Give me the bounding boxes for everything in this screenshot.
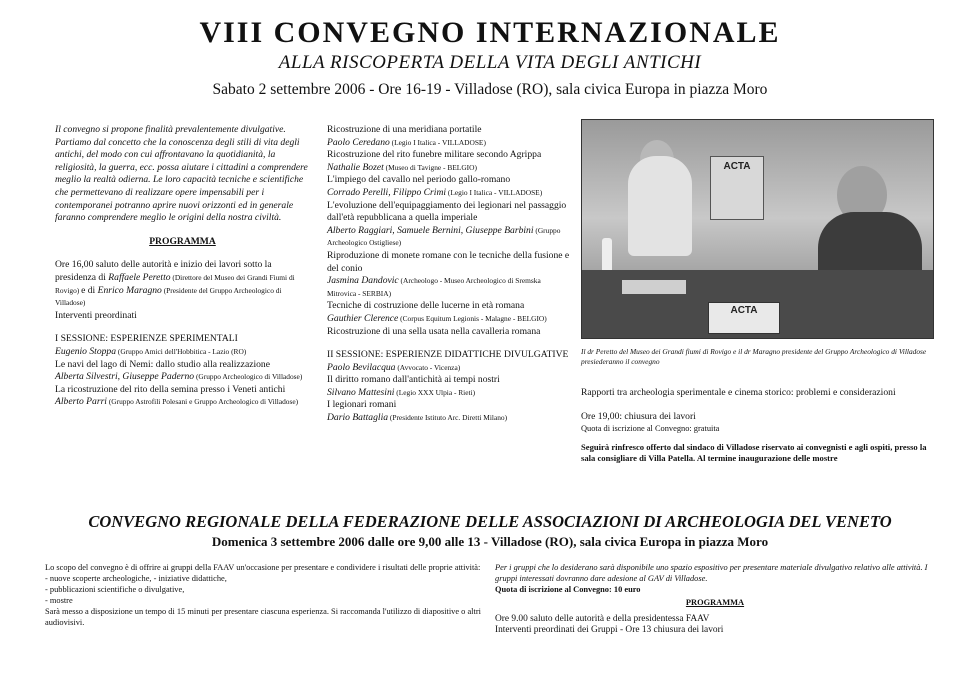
exhibit-paragraph: Per i gruppi che lo desiderano sarà disponibile uno spazio espositivo per presentare materiale divulgativo relativo alle attività. I gruppi interessati dovranno dare adesione al GAV di Villadose. [495, 563, 928, 583]
chair-name-1: Raffaele Peretto [108, 271, 171, 283]
talk-speaker [327, 275, 570, 300]
column-right [581, 119, 931, 464]
sign-text: ACTA [730, 305, 758, 316]
affiliation: (Legio I Italica - VILLADOSE) [446, 187, 543, 197]
table-sign [708, 302, 780, 334]
chair-name-2: Enrico Maragno [97, 284, 162, 296]
opening-conjunction: e di [81, 284, 98, 296]
s1-talk-2: Le navi del lago di Nemi: dallo studio alla realizzazione [55, 358, 270, 370]
author: Silvano Mattesini [327, 386, 395, 398]
footer-left [45, 562, 485, 628]
page-subtitle: ALLA RISCOPERTA DELLA VITA DEGLI ANTICHI [278, 52, 702, 73]
regional-title: CONVEGNO REGIONALE DELLA FEDERAZIONE DELLE ASSOCIAZIONI DI ARCHEOLOGIA DEL VENETO [88, 512, 892, 531]
regional-program-line: Ore 9.00 saluto delle autorità e della presidentessa FAAV [495, 614, 710, 624]
talk-speaker [327, 162, 570, 175]
rapporti-text: Rapporti tra archeologia sperimentale e cinema storico: problemi e considerazioni [581, 387, 896, 398]
scope-paragraph: Lo scopo del convegno è di offrire ai gruppi della FAAV un'occasione per presentare e condividere i risultati delle proprie attività: [45, 563, 481, 572]
session2-title: II SESSIONE: ESPERIENZE DIDATTICHE DIVULGATIVE [327, 349, 569, 361]
talk-title: Ricostruzione del rito funebre militare secondo Agrippa [327, 149, 542, 161]
photo-caption: Il dr Peretto del Museo dei Grandi fiumi di Rovigo e il dr Maragno presidente del Gruppo Archeologico di Villadose presiederanno il convegno [581, 347, 927, 366]
scope-bullet: - pubblicazioni scientifiche o divulgative, [45, 585, 185, 594]
regional-convention-header [0, 512, 980, 551]
affiliation: (Legio I Italica - VILLADOSE) [389, 137, 486, 147]
author: Jasmina Dandovic [327, 275, 399, 287]
author: Eugenio Stoppa [55, 345, 117, 357]
column-middle [327, 124, 570, 425]
talk-speaker [327, 362, 570, 375]
affiliation: (Legio XXX Ulpia - Rieti) [394, 387, 476, 397]
author: Nathalie Bozet [327, 161, 384, 173]
footer-right [495, 562, 935, 636]
affiliation: (Gruppo Archeologico Ostigliese) [327, 225, 561, 248]
interventi-text: Interventi preordinati [55, 309, 137, 321]
regional-quota: Quota di iscrizione al Convegno: 10 euro [495, 585, 641, 594]
talk-speaker [327, 137, 570, 150]
author: Dario Battaglia [327, 412, 389, 424]
regional-program-line: Interventi preordinati dei Gruppi - Ore 13 chiusura dei lavori [495, 625, 724, 635]
opening-text: Ore 16,00 saluto delle autorità e inizio dei lavori sotto la presidenza di [55, 259, 272, 283]
affiliation: (Corpus Equitum Legionis - Malagne - BELGIO) [398, 313, 547, 323]
speakers-photo [581, 119, 934, 339]
scope-bullet: - nuove scoperte archeologiche, - iniziative didattiche, [45, 574, 227, 583]
s1-talk-3: La ricostruzione del rito della semina presso i Veneti antichi [55, 383, 286, 395]
s1-item-1 [55, 346, 310, 359]
chiusura-text: Ore 19,00: chiusura dei lavori [581, 410, 696, 422]
affiliation: (Museo di Tavigne - BELGIO) [383, 162, 477, 172]
author: Alberto Raggiari, Samuele Bernini, Giuseppe Barbini [327, 224, 534, 236]
talk-speaker [327, 387, 570, 400]
affiliation: (Gruppo Archeologico di Villadose) [194, 372, 303, 382]
talk-title: L'impiego del cavallo nel periodo gallo-romano [327, 174, 511, 186]
affiliation: (Gruppo Astrofili Polesani e Gruppo Archeologico di Villadose) [106, 397, 299, 407]
intro-paragraph: Il convegno si propone finalità prevalentemente divulgative. Partiamo dal concetto che la conoscenza degli stili di vita degli antichi, del modo con cui affrontavano la quotidianità, la religiosità, la guerra, ecc. possa aiutare i cittadini a comprendere meglio la realtà odierna. Le loro capacità tecniche e scientifiche che permettevano di realizzare opere impensabili per i contemporanei potranno aprire nuovi orizzonti ed in generale faranno comprendere meglio le origini della nostra civiltà. [55, 124, 308, 224]
affiliation: (Gruppo Amici dell'Hobbitica - Lazio (RO) [116, 346, 247, 356]
talk-speaker [327, 187, 570, 200]
date-line: Sabato 2 settembre 2006 - Ore 16-19 - Villadose (RO), sala civica Europa in piazza Moro [212, 81, 768, 98]
books [622, 280, 686, 294]
programma-heading: PROGRAMMA [149, 235, 216, 247]
talk-speaker [327, 412, 570, 425]
author: Paolo Bevilacqua [327, 361, 396, 373]
author: Alberto Parri [55, 396, 107, 408]
talk-title: I legionari romani [327, 399, 397, 411]
page-title: VIII CONVEGNO INTERNAZIONALE [199, 16, 781, 49]
scope-bullet: - mostre [45, 596, 73, 605]
talk-speaker [327, 225, 570, 250]
talk-title: Il diritto romano dall'antichità ai tempi nostri [327, 374, 500, 386]
author: Alberta Silvestri, Giuseppe Paderno [55, 371, 195, 383]
poster [710, 156, 764, 220]
session1-title: I SESSIONE: ESPERIENZE SPERIMENTALI [55, 333, 238, 345]
affiliation: (Presidente Istituto Arc. Diretti Milano) [388, 413, 508, 423]
column-left [55, 124, 310, 409]
quota-text: Quota di iscrizione al Convegno: gratuita [581, 424, 720, 434]
talk-title: L'evoluzione dell'equipaggiamento dei legionari nel passaggio dall'età repubblicana a quella imperiale [327, 199, 567, 224]
talk-title: Ricostruzione di una meridiana portatile [327, 124, 482, 135]
affiliation: (Archeologo - Museo Archeologico di Sremska Mitrovica - SERBIA) [327, 276, 541, 298]
s1-item-3 [55, 396, 310, 409]
chair-affiliation-1: (Direttore del Museo dei Grandi Fiumi di Rovigo) [55, 272, 295, 295]
talk-title: Riproduzione di monete romane con le tecniche della fusione e del conio [327, 249, 570, 274]
talk-title: Tecniche di costruzione delle lucerne in età romana [327, 300, 525, 312]
regional-programma-heading: PROGRAMMA [685, 598, 745, 607]
regional-date-line: Domenica 3 settembre 2006 dalle ore 9,00 alle 13 - Villadose (RO), sala civica Europa in piazza Moro [211, 534, 769, 549]
time-paragraph: Sarà messo a disposizione un tempo di 15 minuti per presentare ciascuna esperienza. Si raccomanda l'utilizzo di diapositive o altri audiovisivi. [45, 607, 481, 627]
author: Paolo Ceredano [327, 136, 390, 148]
chair-affiliation-2: (Presidente del Gruppo Archeologico di Villadose) [55, 285, 282, 308]
poster-text: ACTA [723, 161, 751, 172]
header [0, 16, 980, 101]
affiliation: (Avvocato - Vicenza) [395, 362, 461, 372]
author: Gauthier Clerence [327, 312, 399, 324]
opening-paragraph [55, 259, 310, 309]
talk-title: Ricostruzione di una sella usata nella cavalleria romana [327, 325, 541, 337]
author: Corrado Perelli, Filippo Crimi [327, 186, 447, 198]
person-left [628, 156, 692, 256]
s1-item-2 [55, 371, 310, 384]
talk-speaker [327, 313, 570, 326]
rinfresco-text: Seguirà rinfresco offerto dal sindaco di Villadose riservato ai convegnisti e agli ospiti, presso la sala consigliare di Villa Patella. Al termine inaugurazione delle mostre [581, 441, 927, 463]
